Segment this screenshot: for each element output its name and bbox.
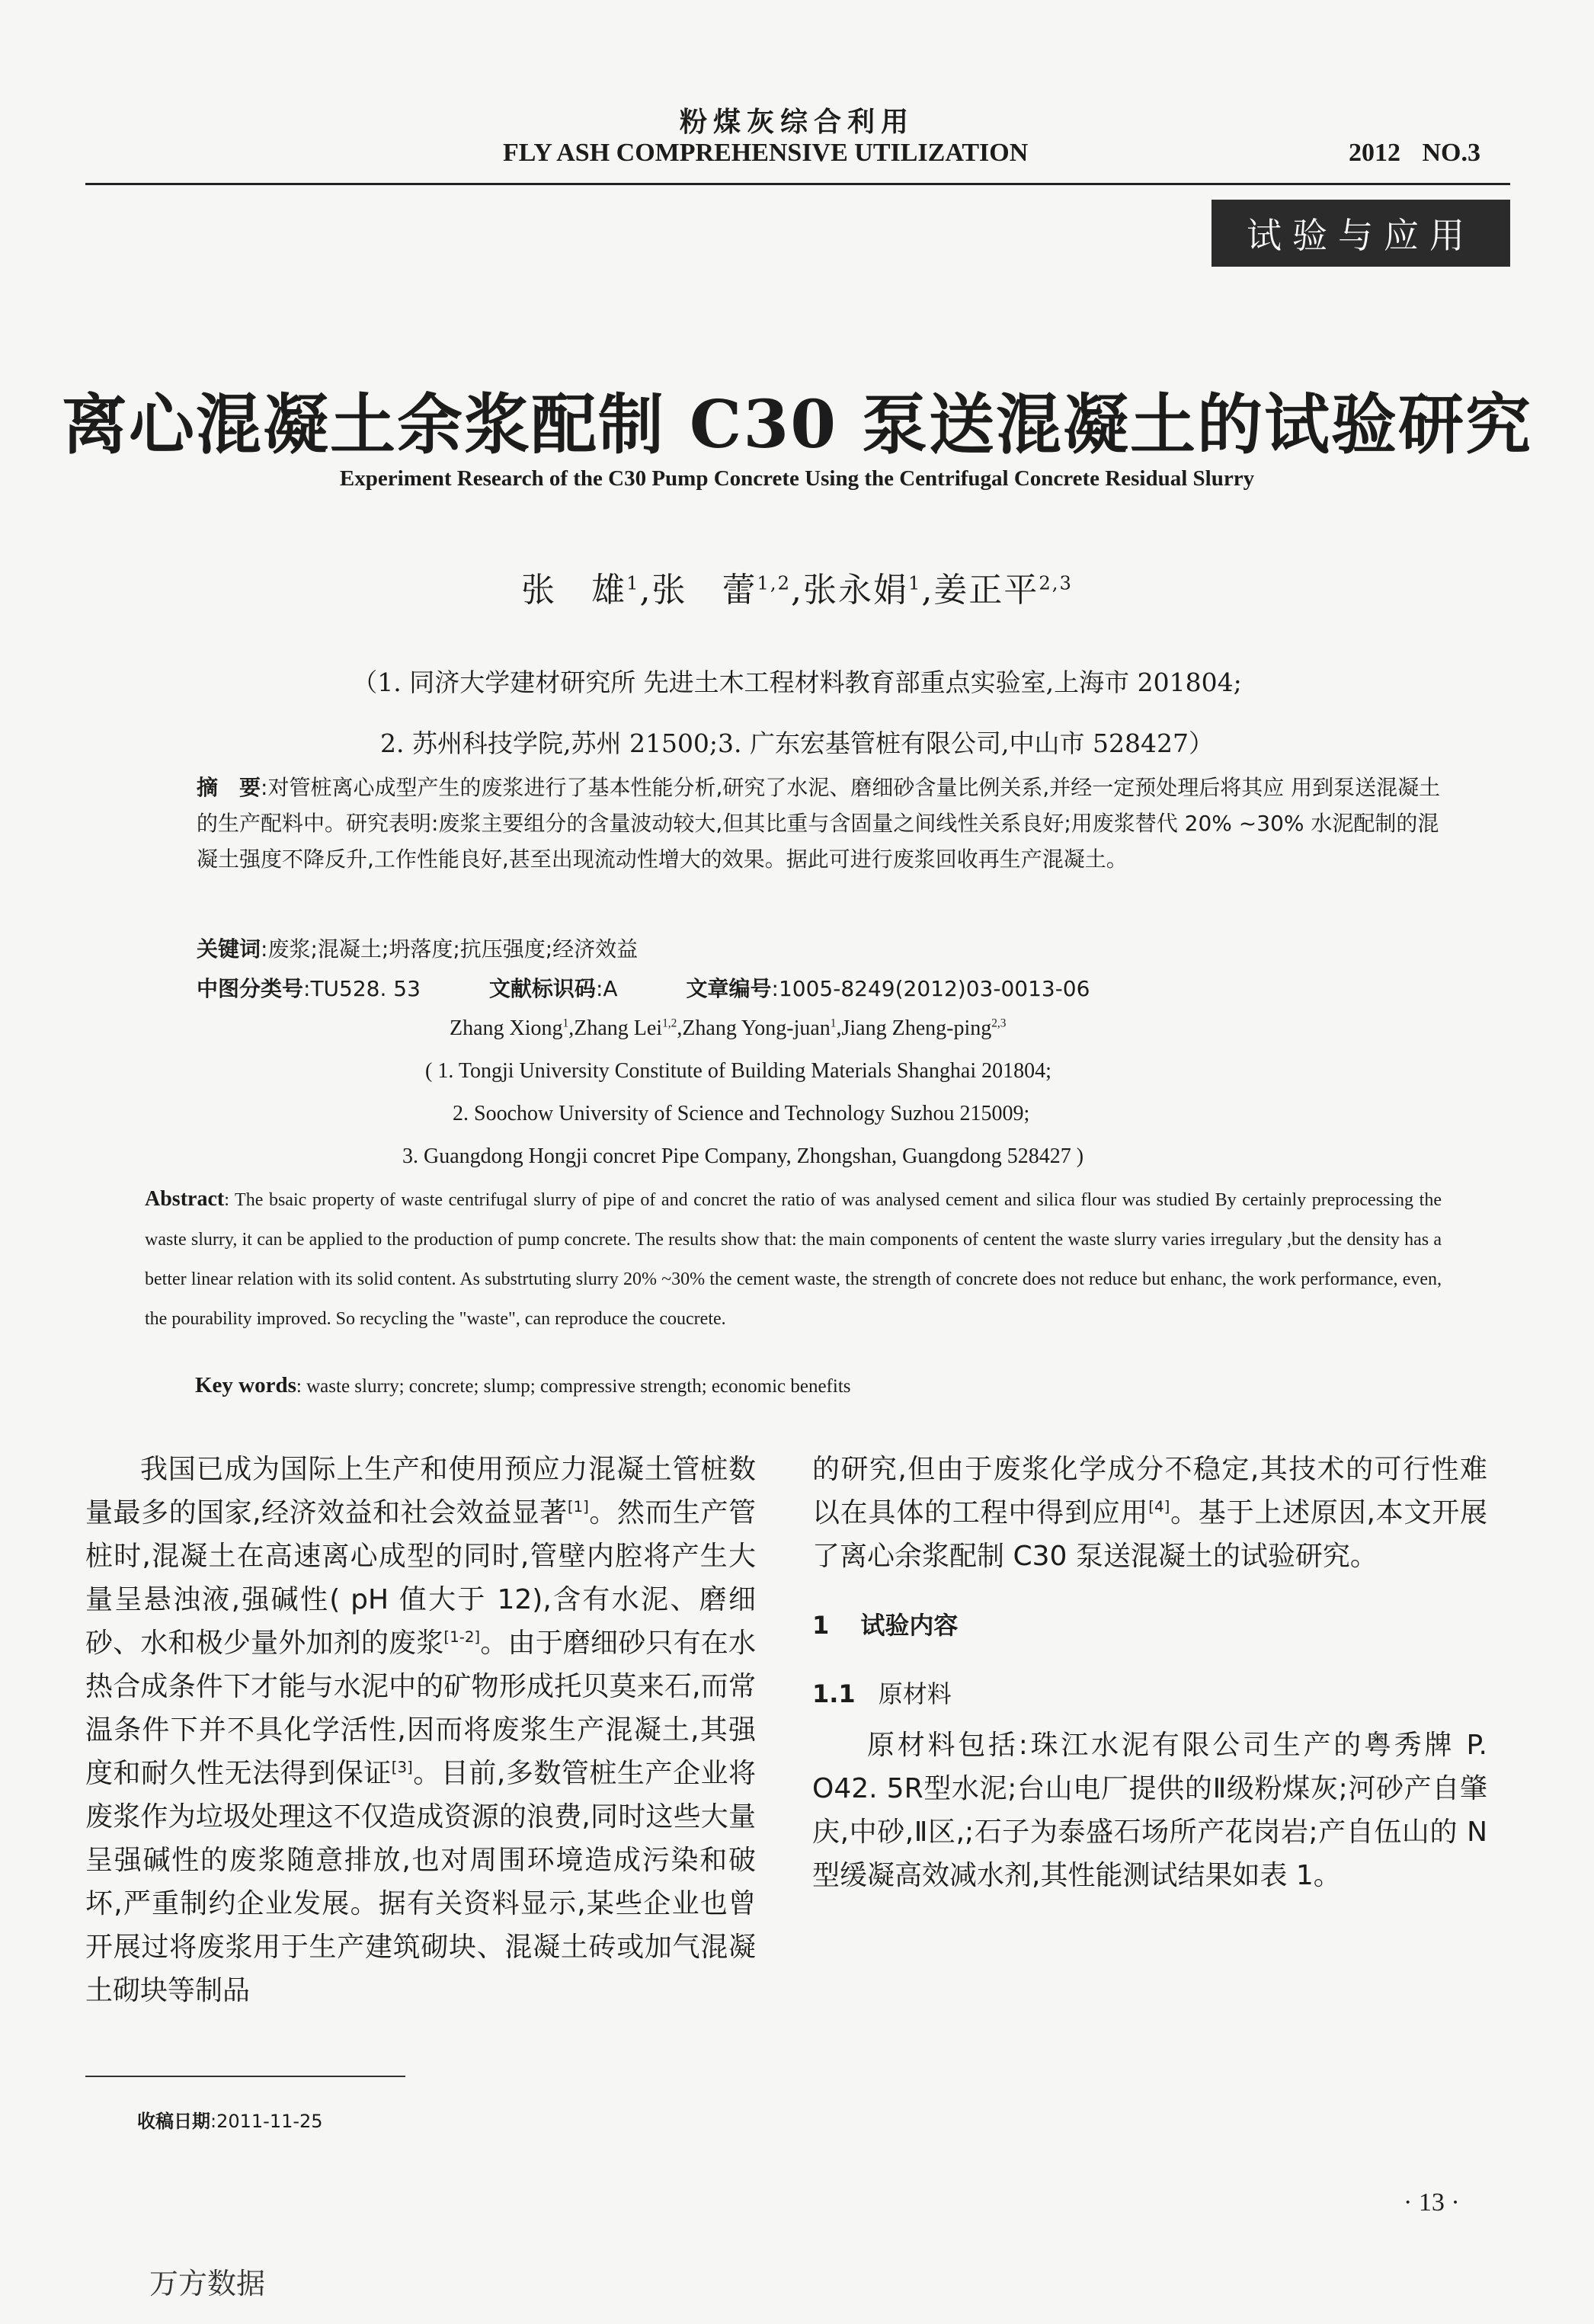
author-name: 张 蕾: [651, 571, 757, 610]
author-affil-mark: 2,3: [1039, 572, 1073, 594]
clc-value: :TU528. 53: [303, 976, 421, 1001]
clc-label: 中图分类号: [197, 976, 304, 1001]
journal-title-cn: 粉煤灰综合利用: [679, 106, 914, 138]
author-affil-mark: 2,3: [991, 1016, 1007, 1030]
abstract-en: [145, 1180, 1442, 1339]
article-title-cn: 离心混凝土余浆配制 C30 泵送混凝土的试验研究: [61, 386, 1532, 463]
article-number-value: :1005-8249(2012)03-0013-06: [771, 976, 1090, 1001]
abstract-cn-text: :对管桩离心成型产生的废浆进行了基本性能分析,研究了水泥、磨细砂含量比例关系,并经一定预处理后将其应 用到泵送混凝土的生产配料中。研究表明:废浆主要组分的含量波动较大,但其比重与含固量之间线性关系良好;用废浆替代 20% ~30% 水泥配制的混凝土强度不降反升,工作性能良好,甚至出现流动性增大的效果。据此可进行废浆回收再生产混凝土。: [197, 775, 1441, 872]
watermark-text: 万方数据: [149, 2267, 266, 2300]
author-affil-mark: 1: [830, 1016, 837, 1030]
body-right-paragraph: 原材料包括:珠江水泥有限公司生产的粤秀牌 P. O42. 5R型水泥;台山电厂提供的Ⅱ级粉煤灰;河砂产自肇庆,中砂,Ⅱ区,;石子为泰盛石场所产花岗岩;产自伍山的 N 型缓凝高效减水剂,其性能测试结果如表 1。: [812, 1730, 1487, 1891]
doc-code-label: 文献标识码: [488, 976, 596, 1001]
body-left-column: [85, 1448, 756, 2012]
keywords-en-label: Key words: [195, 1373, 296, 1397]
doc-code-value: :A: [595, 976, 618, 1001]
subsection-heading: [812, 1675, 952, 1710]
citation-ref: [1-2]: [443, 1628, 481, 1646]
article-number-label: 文章编号: [686, 976, 772, 1001]
author-list-cn: 张 雄$^1$,张 蕾$^{1,2}$,张永娟$^1$,姜正平$^{2,3}$: [521, 571, 1073, 610]
citation-ref: [1]: [567, 1498, 589, 1516]
abstract-cn: [197, 770, 1446, 877]
body-text: 。目前,多数管桩生产企业将废浆作为垃圾处理这不仅造成资源的浪费,同时这些大量呈强碱性的废浆随意排放,也对周围环境造成污染和破坏,严重制约企业发展。据有关资料显示,某些企业也曾开展过将废浆用于生产建筑砌块、混凝土砖或加气混凝土砌块等制品: [85, 1758, 756, 2006]
author-affil-mark: 1: [562, 1016, 569, 1030]
abstract-cn-label: 摘 要: [197, 775, 261, 800]
author-name-en: Zhang Xiong: [450, 1016, 563, 1040]
citation-ref: [3]: [391, 1759, 413, 1776]
header-divider: [85, 183, 1510, 185]
keywords-en: [195, 1373, 851, 1398]
author-list-en: Zhang Xiong$^1$,Zhang Lei$^{1,2}$,Zhang Yong-juan$^1$,Jiang Zheng-ping$^{2,3}$: [450, 1016, 1007, 1040]
subsection-number: 1.1: [812, 1679, 856, 1708]
citation-ref: [4]: [1148, 1498, 1170, 1516]
author-name: 姜正平: [933, 571, 1039, 610]
affiliation-en: 2. Soochow University of Science and Technology Suzhou 215009;: [453, 1102, 1030, 1125]
affiliation-cn: 2. 苏州科技学院,苏州 21500;3. 广东宏基管桩有限公司,中山市 528427）: [380, 728, 1214, 758]
received-date: [137, 2106, 323, 2133]
author-affil-mark: 1: [626, 572, 640, 594]
received-date-label: 收稿日期: [137, 2111, 210, 2132]
journal-title-en: FLY ASH COMPREHENSIVE UTILIZATION: [503, 139, 1029, 167]
page-number: · 13 ·: [1404, 2188, 1460, 2217]
keywords-cn-label: 关键词: [197, 936, 261, 962]
classification-line: [197, 972, 1492, 1003]
body-text: 。然而生产管桩时,混凝土在高速离心成型的同时,管壁内腔将产生大量呈悬浊液,强碱性( pH 值大于 12),含有水泥、磨细砂、水和极少量外加剂的废浆: [85, 1497, 756, 1659]
body-text: 。基于上述原因,本文开展了离心余浆配制 C30 泵送混凝土的试验研究。: [812, 1497, 1487, 1572]
author-name: 张 雄: [521, 571, 627, 610]
affiliation-cn: （1. 同济大学建材研究所 先进土木工程材料教育部重点实验室,上海市 201804;: [352, 667, 1242, 697]
keywords-cn-text: :废浆;混凝土;坍落度;抗压强度;经济效益: [261, 936, 639, 962]
abstract-en-label: Abstract: [145, 1187, 225, 1211]
affiliation-en: ( 1. Tongji University Constitute of Building Materials Shanghai 201804;: [425, 1059, 1051, 1083]
author-affil-mark: 1,2: [757, 572, 791, 594]
issue-number: 2012 NO.3: [1349, 139, 1480, 167]
author-affil-mark: 1,2: [662, 1016, 677, 1030]
author-name-en: Zhang Yong-juan: [682, 1016, 831, 1040]
keywords-cn: [197, 931, 1446, 967]
footnote-divider: [85, 2076, 405, 2077]
abstract-en-text: : The bsaic property of waste centrifugal slurry of pipe of and concret the ratio of was analysed cement and silica flour was studied By certainly preprocessing the waste slurry, it can be applied to the production of pump concrete. The results show that: the main components of centent the waste slurry varies irregulary ,but the density has a better linear relation with its solid content. As substrtuting slurry 20% ~30% the cement waste, the strength of concrete does not reduce but enhanc, the work performance, even, the pourability improved. So recycling the "waste", can reproduce the coucrete.: [145, 1190, 1442, 1329]
body-right-paragraph: [812, 1448, 1487, 1578]
keywords-en-text: : waste slurry; concrete; slump; compressive strength; economic benefits: [296, 1376, 851, 1397]
author-name: 张永娟: [803, 571, 908, 610]
affiliation-en: 3. Guangdong Hongji concret Pipe Company, Zhongshan, Guangdong 528427 ): [402, 1144, 1084, 1168]
article-title-en: Experiment Research of the C30 Pump Concrete Using the Centrifugal Concrete Residual Slurry: [339, 466, 1255, 491]
body-text: 。由于磨细砂只有在水热合成条件下才能与水泥中的矿物形成托贝莫来石,而常温条件下并不具化学活性,因而将废浆生产混凝土,其强度和耐久性无法得到保证: [85, 1628, 756, 1789]
body-text: 的研究,但由于废浆化学成分不稳定,其技术的可行性难以在具体的工程中得到应用: [812, 1454, 1487, 1529]
author-name-en: Jiang Zheng-ping: [841, 1016, 992, 1040]
author-affil-mark: 1: [908, 572, 922, 594]
section-label: 试验与应用: [1212, 200, 1510, 267]
received-date-value: :2011-11-25: [210, 2111, 323, 2132]
author-name-en: Zhang Lei: [574, 1016, 663, 1040]
subsection-title: 原材料: [878, 1679, 952, 1708]
section-heading: 1 试验内容: [812, 1611, 959, 1640]
body-text: 我国已成为国际上生产和使用预应力混凝土管桩数量最多的国家,经济效益和社会效益显著: [85, 1454, 756, 1529]
